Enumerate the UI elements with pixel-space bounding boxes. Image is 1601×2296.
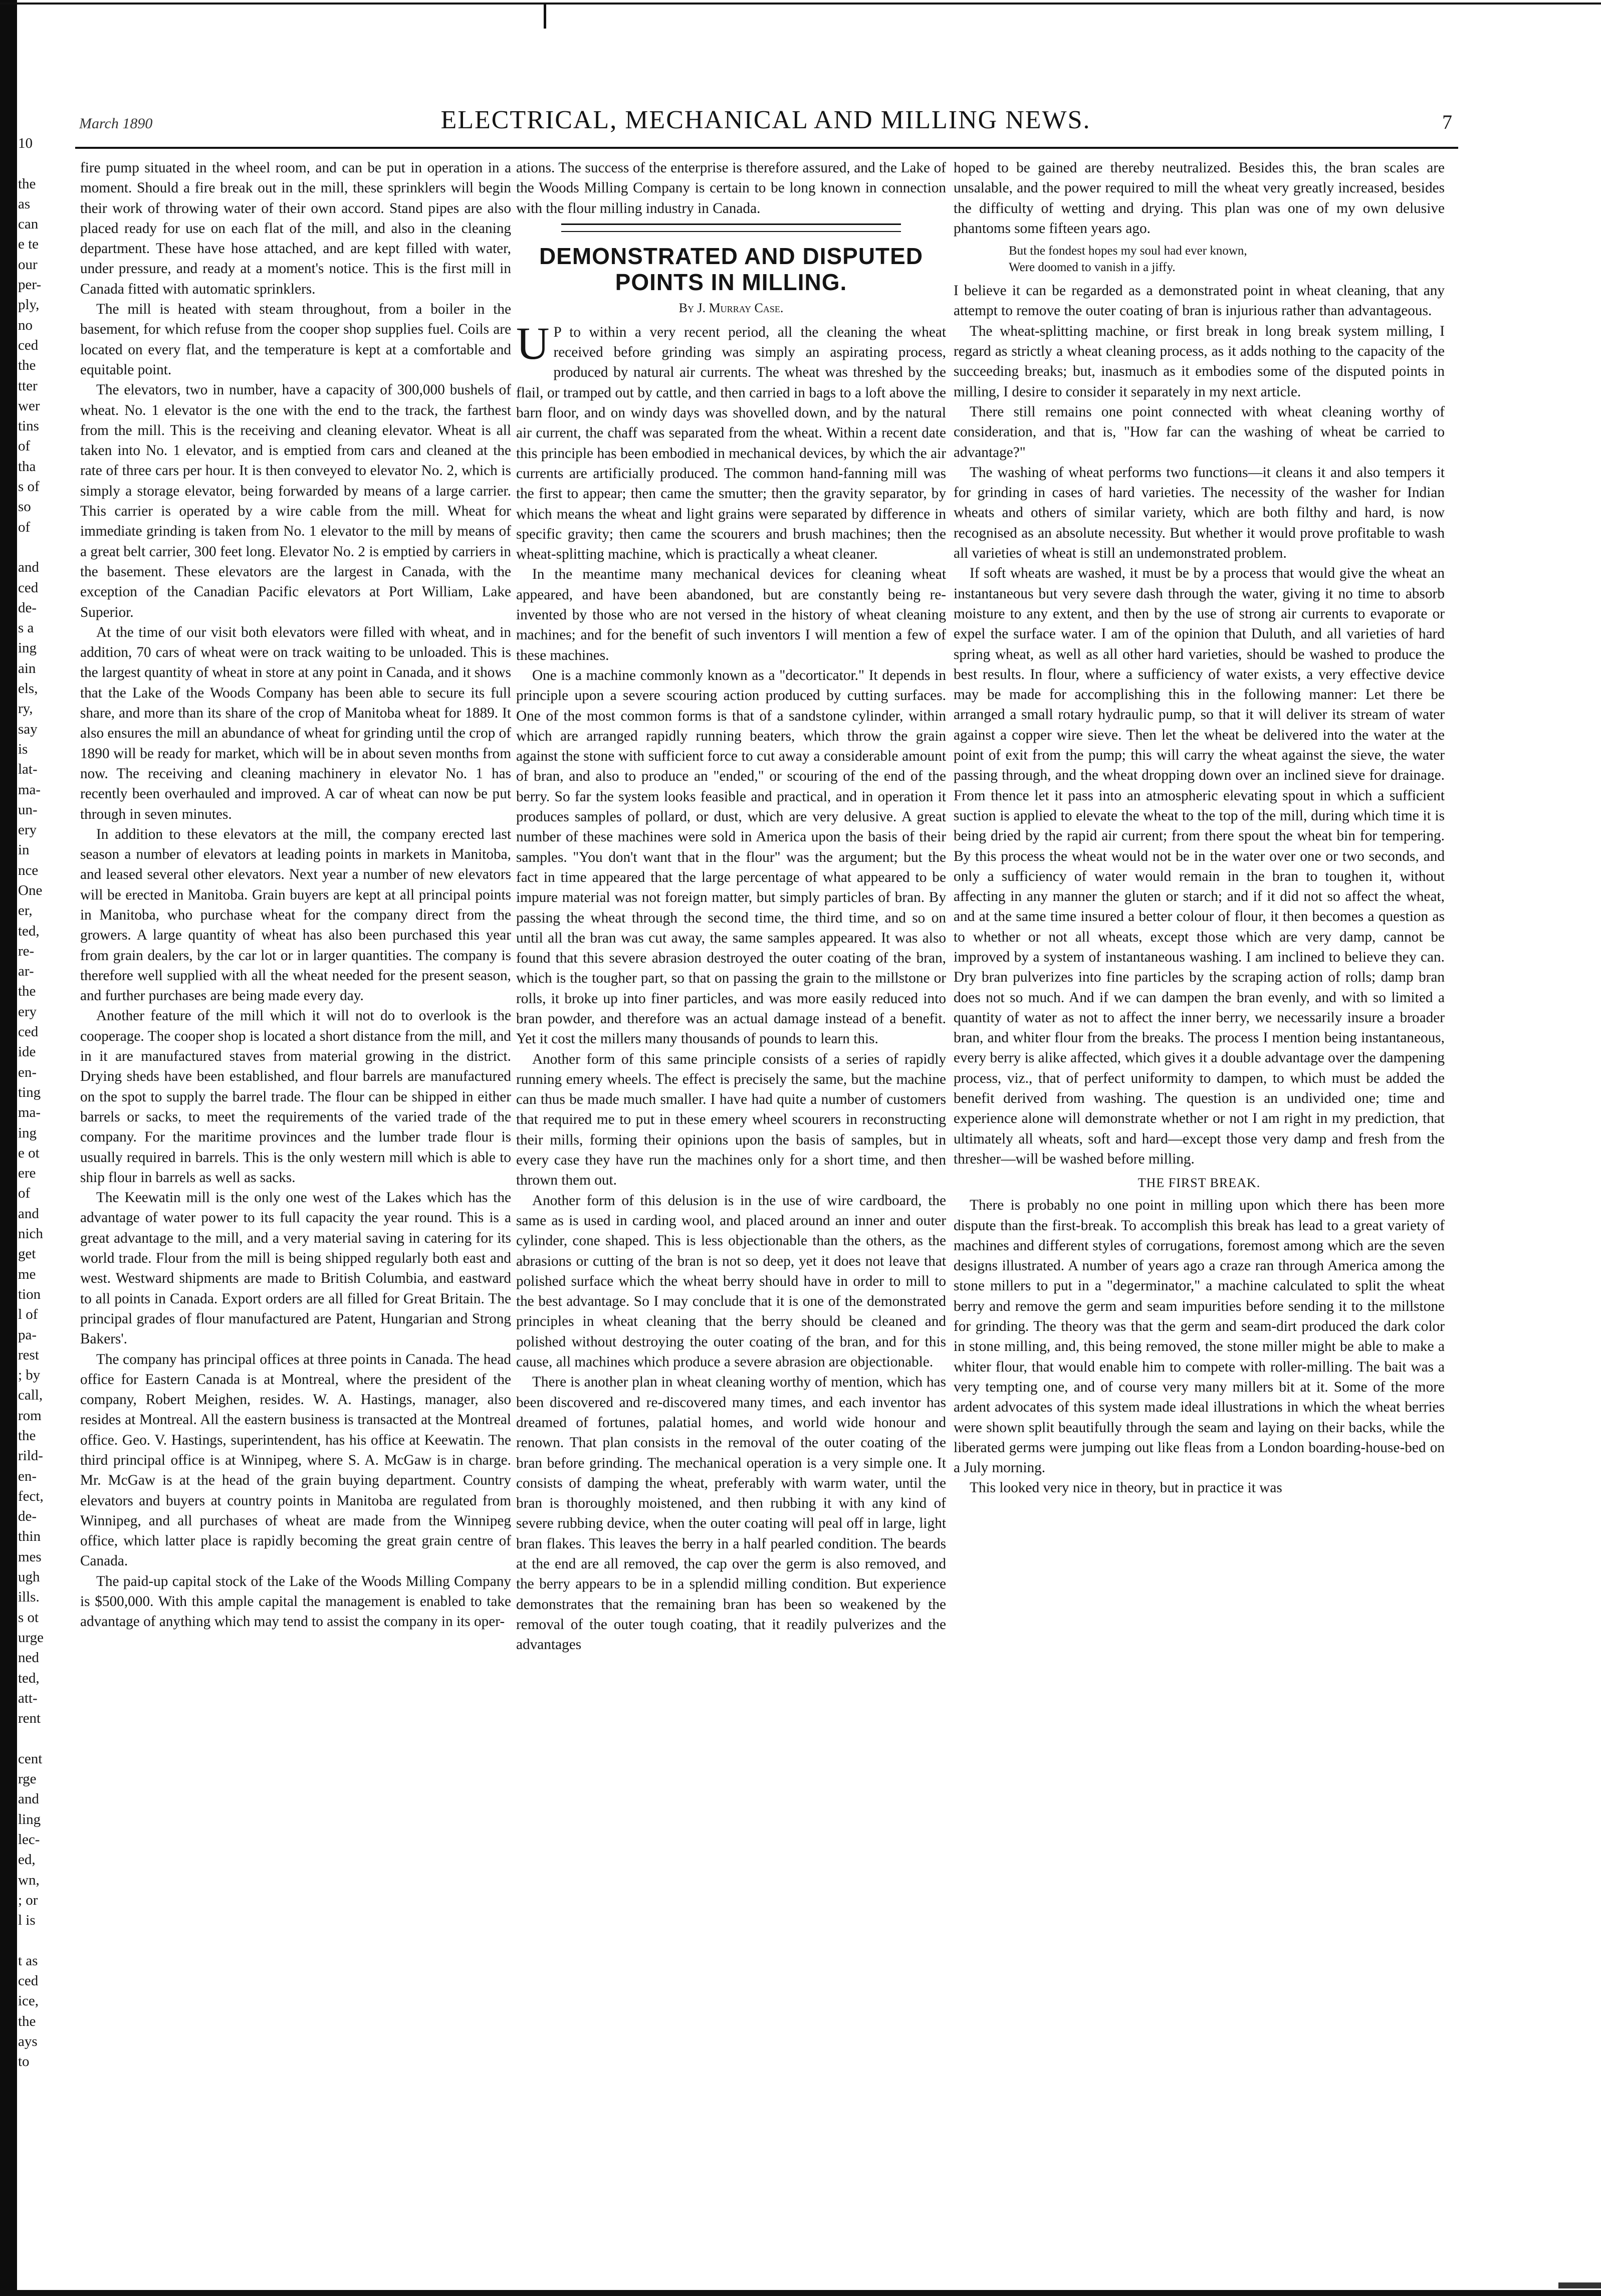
margin-fragment: of [18,519,31,535]
paragraph: There is probably no one point in milling upon which there has been more dispute than the first-break. To accomplish this break has lead to a great variety of machines and different styles of corrugations, foremost among which are the seven designs illustrated. A number of years ago a craze ran through America among the stone millers to put in a "degerminator," a machine calculated to split the wheat berry and remove the germ and seam impurities before sending it to the millstone for grinding. The theory was that the germ and seam-dirt produced the dark color in stone milling, and, this being removed, the stone miller might be able to make a whiter flour, that would enable him to compete with roller-milling. The bait was a very tempting one, and of course very many millers bit at it. Some of the more ardent advocates of this system made ideal illustrations in which the wheat berries were shown split beautifully through the seam and laying on their backs, while the liberated germs were jumping out like fleas from a London boarding-house-bed on a July morning. [954,1197,1445,1476]
section-heading: THE FIRST BREAK. [1137,1176,1261,1191]
margin-fragment: en- [18,1468,37,1484]
drop-cap: U [516,317,550,369]
margin-fragment: ted, [18,1670,40,1686]
verse-line: But the fondest hopes my soul had ever known, [1009,244,1247,258]
margin-fragment: tha [18,458,36,475]
margin-fragment: ills. [18,1589,40,1605]
issue-date: March 1890 [79,115,153,132]
margin-fragment: 10 [18,135,33,151]
margin-fragment: t as [18,1952,38,1969]
column-3-paragraphs-after-heading [954,1195,1445,1498]
margin-fragment: as [18,195,31,212]
margin-fragment: ma- [18,781,41,798]
margin-fragment: en- [18,1064,37,1080]
publication-title: ELECTRICAL, MECHANICAL AND MILLING NEWS. [440,106,1091,134]
paragraph: One is a machine commonly known as a "decorticator." It depends in principle upon a severe scouring action produced by cutting surfaces. One of the most common forms is that of a sandstone cylinder, within which are arranged rapidly running beaters, which throw the grain against the stone with sufficient force to cut away a considerable amount of bran, and also to produce an "ended," or scouring of the end of the berry. So far the system looks feasible and practical, and in operation it produces samples of pollard, or dust, which are very delusive. A great number of these machines were sold in America upon the basis of their samples. "You don't want that in the flour" was the argument; but the fact in time appeared that the large percentage of what appeared to be impure material was not foreign matter, but simply particles of bran. By passing the wheat through the second time, the third time, and so on until all the bran was cut away, the same samples appeared. It was also found that this severe abrasion destroyed the outer coating of the bran, which is the tougher part, so that on passing the grain to the millstone or rolls, it broke up into finer particles, and was more easily reduced into bran powder, and therefore was an actual damage instead of a benefit. Yet it cost the millers many thousands of pounds to learn this. [516,667,946,1047]
margin-fragment: rom [18,1407,42,1424]
margin-fragment: to [18,2053,30,2070]
column-3-opening: hoped to be gained are thereby neutralized. Besides this, the bran scales are unsalable, and the power required to mill the wheat very greatly increased, besides the difficulty of wetting and drying. This plan was one of my own delusive phantoms some fifteen years ago. [954,160,1445,237]
margin-fragment: can [18,216,39,233]
margin-fragment [18,537,58,557]
article-continuation: ations. The success of the enterprise is therefore assured, and the Lake of the Woods Milling Company is certain to be long known in connection with the flour milling industry in Canada. [516,160,946,216]
margin-fragment: get [18,1246,36,1262]
article-byline: By J. Murray Case. [678,300,784,315]
margin-fragment: ed, [18,1852,36,1868]
margin-fragment: mes [18,1548,42,1565]
margin-fragment: pa- [18,1326,37,1343]
margin-fragment: rent [18,1710,41,1727]
paragraph: Another form of this same principle consists of a series of rapidly running emery wheels. The effect is precisely the same, but the machine can thus be made much smaller. I have had quite a number of customers that required me to put in these emery wheel scourers in reconstructing their mills, forming their opinions upon the basis of samples, but in every case they have run the machines only for a short time, and then thrown them out. [516,1051,946,1189]
header-rule [75,147,1458,149]
column-3-paragraphs [954,281,1445,1169]
margin-fragment: wer [18,397,40,414]
margin-fragment: ery [18,822,37,838]
margin-fragment: so [18,499,31,515]
margin-fragment: ar- [18,963,34,980]
column-3 [954,158,1445,2282]
paragraph: fire pump situated in the wheel room, and can be put in operation in a moment. Should a fire break out in the mill, these sprinklers will begin their work of throwing water of their own accord. Stand pipes are also placed ready for use on each flat of the mill, and also in the cleaning department. These have hose attached, and are kept filled with water, under pressure, and ready at a moment's notice. This is the first mill in Canada fitted with automatic sprinklers. [80,160,511,297]
margin-fragment: and [18,559,39,576]
margin-fragment: er, [18,902,33,919]
margin-fragment: cent [18,1750,43,1767]
margin-fragment: rest [18,1346,39,1363]
paragraph: There still remains one point connected with wheat cleaning worthy of consideration, and that is, "How far can the washing of wheat be carried to advantage?" [954,403,1445,461]
margin-fragment: the [18,2013,36,2029]
margin-fragment: the [18,175,36,192]
paragraph: The Keewatin mill is the only one west of the Lakes which has the advantage of water power to its full capacity the year round. This is a great advantage to the mill, and a very material saving in catering for its world trade. Flour from the mill is being shipped regularly both east and west. Westward shipments are made to British Columbia, and eastward to all points in Canada. Export orders are all filled for Great Britain. The principal grades of flour manufactured are Patent, Hungarian and Strong Bakers'. [80,1190,511,1347]
margin-fragment: un- [18,801,38,818]
margin-fragment: ain [18,660,36,676]
margin-fragment [18,1728,58,1748]
paragraph: In addition to these elevators at the mill, the company erected last season a number of elevators at leading points in markets in Manitoba, and leased several other elevators. Next year a number of new elevators will be erected in Manitoba. Grain buyers are kept at all principal points in Manitoba, who purchase wheat for the company direct from the growers. A large quantity of wheat has also been purchased this year from grain dealers, by the car lot or in larger quantities. The company is therefore well supplied with all the wheat needed for the present season, and further purchases are being made every day. [80,826,511,1004]
margin-fragment: nich [18,1226,43,1242]
margin-fragment: ere [18,1165,36,1182]
margin-fragment: of [18,1185,31,1202]
margin-fragment: ced [18,1973,39,1989]
page-number: 7 [1442,111,1452,133]
margin-fragment: s of [18,479,40,495]
margin-fragment: ting [18,1084,41,1100]
paragraph: Another feature of the mill which it will not do to overlook is the cooperage. The cooper shop is located a short distance from the mill, and in it are manufactured staves from material growing in the district. Drying sheds have been established, and flour barrels are manufactured on the spot to supply the barrel trade. The flour can be shipped in either barrels or sacks, to meet the requirements of the varied trade of the company. For the maritime provinces and the lumber trade flour is usually required in barrels. This is the only western mill which is able to ship flour in barrels as well as sacks. [80,1008,511,1186]
margin-fragment: call, [18,1387,43,1404]
margin-fragment: fect, [18,1488,44,1504]
column-2 [516,158,946,2282]
verse-line: Were doomed to vanish in a jiffy. [1009,261,1176,275]
scan-mark-top [544,3,546,29]
margin-fragment: ice, [18,1993,39,2009]
margin-fragment: ery [18,1003,37,1020]
margin-fragment: the [18,357,36,374]
margin-fragment: One [18,882,43,898]
margin-fragment: of [18,438,31,454]
margin-fragment: ced [18,579,39,596]
margin-fragment: say [18,721,38,737]
margin-fragment: ays [18,2033,38,2049]
margin-fragment: rge [18,1771,37,1787]
margin-fragment: tins [18,418,39,434]
margin-fragment: our [18,256,38,273]
margin-fragment: ry, [18,701,33,717]
scan-mark-bottom-right [1558,2282,1601,2288]
paragraph: I believe it can be regarded as a demonstrated point in wheat cleaning, that any attempt to remove the outer coating of bran is injurious rather than advantageous. [954,283,1445,319]
scan-rule-top [0,3,1601,5]
paragraph: This looked very nice in theory, but in practice it was [970,1480,1282,1496]
paragraph: The mill is heated with steam throughout, from a boiler in the basement, for which refuse from the cooper shop supplies fuel. Coils are located on every flat, and the temperature is kept at a comfortable and equitable point. [80,301,511,378]
margin-fragment: ned [18,1650,39,1666]
scan-shadow-left [0,0,17,2296]
article-separator [561,223,901,232]
margin-fragment: ing [18,640,37,656]
margin-fragment: ced [18,337,39,353]
margin-fragment: in [18,842,30,858]
margin-fragment: me [18,1266,36,1282]
article-first-paragraph [516,317,946,565]
margin-fragment: ide [18,1044,36,1060]
running-head [79,105,1452,145]
margin-fragment: the [18,983,36,1000]
margin-fragment: lec- [18,1831,40,1848]
scan-rule-bottom [0,2290,1601,2296]
margin-fragment: l is [18,1912,36,1929]
paragraph: The paid-up capital stock of the Lake of the Woods Milling Company is $500,000. With this ample capital the management is enabled to take advantage of anything which may tend to assist the company in its oper- [80,1573,511,1630]
paragraph: There is another plan in wheat cleaning worthy of mention, which has been discovered and re-discovered many times, and each inventor has dreamed of fortunes, palatial homes, and world wide honour and renown. That plan consists in the removal of the outer coating of the bran before grinding. The mechanical operation is a very simple one. It consists of damping the wheat, preferably with warm water, until the bran is thoroughly moistened, and then rubbing it with any kind of severe rubbing device, when the outer coating will peal off in large, light bran flakes. This leaves the berry in a half pearled condition. The beards at the end are all removed, the cap over the germ is also removed, and the berry appears to be in a splendid milling condition. But experience demonstrates that the remaining bran has been so weakened by the removal of the outer tough coating, that it readily pulverizes and the advantages [516,1374,946,1653]
margin-fragment: e ot [18,1144,40,1161]
margin-fragment: ; by [18,1367,41,1384]
first-paragraph-text: P to within a very recent period, all the cleaning the wheat received before grinding was simply an aspirating process, produced by natural air currents. The wheat was threshed by the flail, or tramped out by cattle, and then carried in bags to a loft above the barn floor, and on windy days was shovelled down, and by the natural air current, the chaff was separated from the wheat. Within a recent date this principle has been embodied in mechanical devices, by which the air currents are artificially produced. The common hand-fanning mill was the first to appear; then came the smutter; then the gravity separator, by which means the wheat and light grains were separated by difference in specific gravity; then came the scourers and brush machines; then the wheat-splitting machine, which is practically a wheat cleaner. [516,324,946,563]
margin-fragment: ply, [18,297,40,313]
margin-fragment: ma- [18,1104,41,1121]
margin-fragment: thin [18,1528,41,1545]
column-1 [80,158,511,2282]
paragraph: The washing of wheat performs two functions—it cleans it and also tempers it for grinding in cases of hard varieties. The necessity of the washer for Indian wheats and others of similar variety, which are both filthy and hard, is now recognised as an absolute necessity. But whether it would prove profitable to wash all varieties of wheat is still an undemonstrated problem. [954,464,1445,562]
margin-fragment: e te [18,236,39,253]
margin-fragment [18,153,58,173]
article-title: DEMONSTRATED AND DISPUTED POINTS IN MILLING. [539,243,924,295]
paragraph: Another form of this delusion is in the use of wire cardboard, the same as is used in carding wool, and placed around an inner and outer cylinder, cone shaped. This is less objectionable than the others, as the abrasions or cutting of the bran is not so deep, yet it does not leave that polished surface which the wheat berry should have in order to mill to the best advantage. So I may conclude that it is one of the demonstrated principles in wheat cleaning that the berry should be cleaned and polished without destroying the outer coating of the bran, and for this cause, all machines which produce a severe abrasion are objectionable. [516,1192,946,1370]
margin-fragment: tter [18,377,38,394]
margin-fragment: per- [18,277,42,293]
margin-fragment: att- [18,1690,38,1706]
margin-fragment: de- [18,599,37,616]
paragraph: The wheat-splitting machine, or first break in long break system milling, I regard as strictly a wheat cleaning process, as it adds nothing to the capacity of the succeeding breaks; but, inasmuch as it embodies some of the disputed points in milling, I desire to consider it separately in my next article. [954,323,1445,400]
margin-fragment: lat- [18,761,38,778]
margin-fragment: ; or [18,1892,38,1908]
margin-fragment: ling [18,1811,41,1827]
margin-fragment: no [18,317,33,333]
margin-fragment: ted, [18,923,40,939]
margin-fragment [18,1930,58,1950]
margin-fragment: re- [18,943,35,959]
paragraph: The company has principal offices at three points in Canada. The head office for Eastern Canada is at Montreal, where the president of the company, Robert Meighen, resides. W. A. Hastings, manager, also resides at Montreal. All the eastern business is transacted at the Montreal office. Geo. V. Hastings, superintendent, has his office at Keewatin. The third principal office is at Winnipeg, where S. A. McGaw is in charge. Mr. McGaw is at the head of the grain buying department. Country elevators and buyers at country points in Manitoba are regulated from Winnipeg, and all purchases of wheat are made from the Winnipeg office, which latter place is rapidly becoming the great grain centre of Canada. [80,1351,511,1569]
margin-fragment: nce [18,862,39,878]
margin-fragment: is [18,741,28,757]
margin-fragment: tion [18,1286,41,1302]
margin-fragment: s a [18,620,34,636]
margin-fragment: l of [18,1306,38,1323]
margin-fragment: the [18,1428,36,1444]
cut-off-previous-column [18,133,58,2283]
margin-fragment: de- [18,1508,37,1525]
margin-fragment: ced [18,1024,39,1040]
margin-fragment: s ot [18,1609,39,1626]
paragraph: At the time of our visit both elevators were filled with wheat, and in addition, 70 cars of wheat were on track waiting to be unloaded. This is the largest quantity of wheat in store at any point in Canada, and it shows that the Lake of the Woods Company has been able to secure its full share, and more than its share of the crop of Manitoba wheat for 1889. It also ensures the mill an abundance of wheat for grinding until the crop of 1890 will be ready for market, which will be in about seven months from now. The receiving and cleaning machinery in elevator No. 1 has recently been overhauled and improved. A car of wheat can now be put through in seven minutes. [80,624,511,822]
paragraph: In the meantime many mechanical devices for cleaning wheat appeared, and have been abandoned, but are constantly being re-invented by those who are not versed in the history of wheat cleaning machines; and for the benefit of such inventors I will mention a few of these machines. [516,566,946,663]
column-2-paragraphs [516,564,946,1655]
margin-fragment: and [18,1205,39,1222]
margin-fragment: ing [18,1124,37,1141]
paragraph: If soft wheats are washed, it must be by a process that would give the wheat an instantaneous but very severe dash through the water, giving it no time to absorb moisture to any extent, and then by the use of strong air currents to evaporate or expel the surface water. I am of the opinion that Duluth, and all varieties of hard spring wheat, as well as all other hard varieties, should be washed to produce the best results. In flour, where a sufficiency of water exists, a very effective device may be made for accomplishing this in the following manner: Let there be arranged a small rotary hydraulic pump, so that it will deliver its stream of water against a copper wire sieve. Then let the wheat be delivered into the water at the point of exit from the pump; this will carry the wheat against the sieve, the water passing through, and the wheat dropping down over an inclined sieve for drainage. From thence let it pass into an atmospheric elevating spout in which a sufficient suction is applied to elevate the wheat to the top of the mill, during which time it is being dried by the rapid air current; from there spout the wheat bin for tempering. By this process the wheat would not be in the water over one or two seconds, and only a sufficiency of water would remain in the bran to toughen it, without affecting in any manner the gluten or starch; and if it did not so affect the wheat, and at the same time insured a better colour of flour, it then becomes a question as to whether or not all wheats, except those which are very damp, cannot be improved by a system of instantaneous washing. I am inclined to believe they can. Dry bran pulverizes into fine particles by the scraping action of rolls; damp bran does not so much. And if we can dampen the bran evenly, and with so limited a quantity of water as not to affect the inner berry, we necessarily insure a broader bran, and whiter flour from the breaks. The process I mention being instantaneous, every berry is alike affected, which gives it a double advantage over the dampening process, viz., that of perfect uniformity to dampen, to which must be added the benefit derived from washing. The question is an undivided one; time and experience alone will demonstrate whether or not I am right in my prediction, that ultimately all wheats, soft and hard—except those very damp and fresh from the thresher—will be washed before milling. [954,565,1445,1167]
margin-fragment: ugh [18,1569,40,1585]
margin-fragment: and [18,1791,39,1807]
margin-fragment: els, [18,680,38,697]
paragraph: The elevators, two in number, have a capacity of 300,000 bushels of wheat. No. 1 elevator is the one with the end to the track, the farthest from the mill. This is the receiving and cleaning elevator. Wheat is all taken into No. 1 elevator, and is emptied from cars and cleaned at the rate of three cars per hour. It is then conveyed to elevator No. 2, which is simply a storage elevator, being forwarded by means of a large carrier. This carrier is operated by a wire cable from the mill. Wheat for immediate grinding is taken from No. 1 elevator to the mill by means of a great belt carrier, 300 feet long. Elevator No. 2 is emptied by carriers in the basement. These elevators are the largest in Canada, with the exception of the Canadian Pacific elevators at Port William, Lake Superior. [80,382,511,620]
verse-quote [1009,243,1445,276]
margin-fragment: rild- [18,1448,43,1464]
margin-fragment: urge [18,1629,44,1646]
margin-fragment: wn, [18,1872,40,1888]
